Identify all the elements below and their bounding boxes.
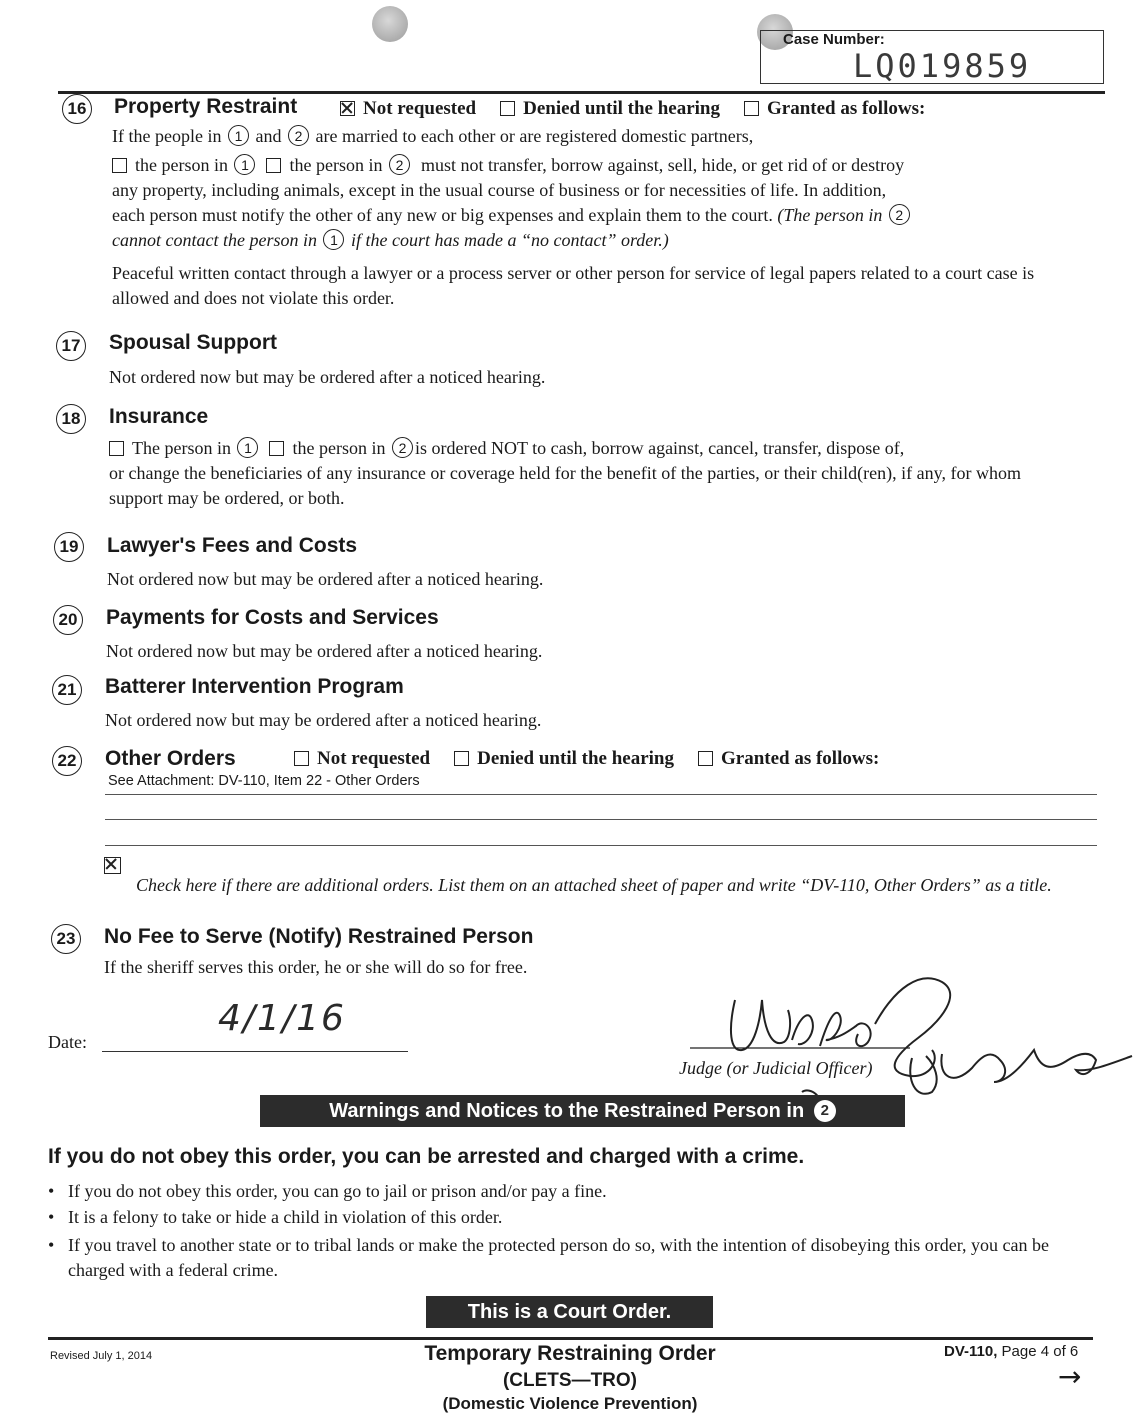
checkbox-other-denied[interactable] — [454, 751, 469, 766]
warnings-headline: If you do not obey this order, you can be arrested and charged with a crime. — [48, 1145, 805, 1168]
footer-title: Temporary Restraining Order (CLETS—TRO) (Domestic Violence Prevention) — [424, 1342, 716, 1413]
revised-date: Revised July 1, 2014 — [50, 1350, 153, 1362]
additional-orders-check: Check here if there are additional orders. List them on an attached sheet of paper and write “DV-110, Other Orders” as a title. — [104, 853, 1074, 898]
warnings-list — [48, 1179, 1088, 1283]
section-title-property-restraint: Property Restraint — [114, 95, 298, 118]
warning-bullet: • If you travel to another state or to tribal lands or make the protected person do so, with the intention of disobeying this order, you can be charged with a federal crime. — [48, 1235, 1050, 1280]
option-granted-as-follows: Granted as follows: — [766, 98, 926, 119]
checkbox-insurance-person-2[interactable] — [269, 441, 284, 456]
item-number-20: 20 — [53, 605, 83, 635]
item-number-18: 18 — [56, 404, 86, 434]
section-title-payments-costs: Payments for Costs and Services — [106, 606, 439, 629]
transfer-line: the person in 1 the person in 2 must not transfer, borrow against, sell, hide, or get rid of or destroy — [112, 153, 1087, 178]
header-rule — [58, 91, 1105, 94]
checkbox-not-requested-checked[interactable] — [340, 101, 355, 116]
fill-line — [105, 845, 1097, 846]
section-title-other-orders: Other Orders — [105, 747, 236, 770]
item-number-21: 21 — [52, 675, 82, 705]
property-restraint-options — [340, 98, 945, 120]
date-label: Date: — [48, 1032, 87, 1052]
item-number-22: 22 — [52, 746, 82, 776]
section-title-spousal-support: Spousal Support — [109, 331, 277, 354]
item-number-17: 17 — [56, 331, 86, 361]
section-title-no-fee-to-serve: No Fee to Serve (Notify) Restrained Person — [104, 925, 534, 948]
option-not-requested: Not requested — [363, 98, 477, 119]
section-title-insurance: Insurance — [109, 405, 209, 428]
checkbox-person-2[interactable] — [266, 158, 281, 173]
option-denied-until-hearing: Denied until the hearing — [477, 748, 674, 769]
case-number-value: LQ019859 — [853, 47, 1032, 85]
fill-line — [105, 794, 1097, 795]
checkbox-granted-as-follows[interactable] — [744, 101, 759, 116]
checkbox-other-not-requested[interactable] — [294, 751, 309, 766]
case-number-box — [760, 30, 1104, 84]
option-not-requested: Not requested — [317, 748, 431, 769]
lawyers-fees-text: Not ordered now but may be ordered after a noticed hearing. — [107, 569, 544, 589]
property-restraint-text — [112, 124, 1087, 311]
court-order-banner: This is a Court Order. — [426, 1296, 713, 1328]
date-line — [102, 1051, 408, 1052]
warnings-banner: Warnings and Notices to the Restrained Person in 2 — [260, 1095, 905, 1127]
checkbox-person-1[interactable] — [112, 158, 127, 173]
spousal-support-text: Not ordered now but may be ordered after a noticed hearing. — [109, 367, 546, 387]
checkbox-additional-orders-checked[interactable] — [104, 857, 121, 874]
item-number-16: 16 — [62, 94, 92, 124]
other-orders-options — [294, 748, 899, 770]
warning-bullet: • If you do not obey this order, you can go to jail or prison and/or pay a fine. — [48, 1181, 607, 1201]
married-line: If the people in 1 and 2 are married to each other or are registered domestic partners, — [112, 126, 754, 146]
case-number-label: Case Number: — [783, 31, 885, 48]
insurance-text: The person in 1 the person in 2 is ordered NOT to cash, borrow against, cancel, transfer, dispose of, or change the beneficiaries of any insurance or coverage held for the benefit of the parties, or their child(ren), if any, for whom support may be ordered, or both. — [109, 438, 1021, 508]
property-line: any property, including animals, except in the usual course of business or for necessities of life. In addition, — [112, 180, 887, 200]
option-granted-as-follows: Granted as follows: — [720, 748, 880, 769]
footer-rule — [48, 1337, 1093, 1340]
batterer-intervention-text: Not ordered now but may be ordered after a noticed hearing. — [105, 710, 542, 730]
next-page-arrow-icon[interactable]: → — [1058, 1360, 1082, 1393]
section-title-lawyers-fees: Lawyer's Fees and Costs — [107, 534, 358, 557]
judge-label: Judge (or Judicial Officer) — [679, 1058, 873, 1078]
section-title-batterer-intervention: Batterer Intervention Program — [105, 675, 404, 698]
expenses-line: each person must notify the other of any new or big expenses and explain them to the court. (The person in 2 — [112, 203, 1087, 228]
warning-bullet: • It is a felony to take or hide a child in violation of this order. — [48, 1207, 503, 1227]
no-fee-text: If the sheriff serves this order, he or she will do so for free. — [104, 957, 528, 977]
banner-ref-2: 2 — [814, 1100, 836, 1122]
checkbox-other-granted[interactable] — [698, 751, 713, 766]
other-orders-line-1[interactable]: See Attachment: DV-110, Item 22 - Other Orders — [108, 773, 420, 789]
date-field[interactable]: 4/1/16 — [218, 998, 346, 1039]
punch-hole — [372, 6, 408, 42]
item-number-23: 23 — [51, 924, 81, 954]
checkbox-insurance-person-1[interactable] — [109, 441, 124, 456]
checkbox-denied-until-hearing[interactable] — [500, 101, 515, 116]
peaceful-contact-text: Peaceful written contact through a lawyer or a process server or other person for service of legal papers related to a court case is allowed and does not violate this order. — [112, 263, 1035, 308]
form-page-number: DV-110, Page 4 of 6 — [944, 1343, 1079, 1360]
fill-line — [105, 819, 1097, 820]
payments-costs-text: Not ordered now but may be ordered after a noticed hearing. — [106, 641, 543, 661]
no-contact-line: cannot contact the person in 1 if the court has made a “no contact” order.) — [112, 230, 669, 250]
option-denied-until-hearing: Denied until the hearing — [523, 98, 720, 119]
item-number-19: 19 — [54, 532, 84, 562]
